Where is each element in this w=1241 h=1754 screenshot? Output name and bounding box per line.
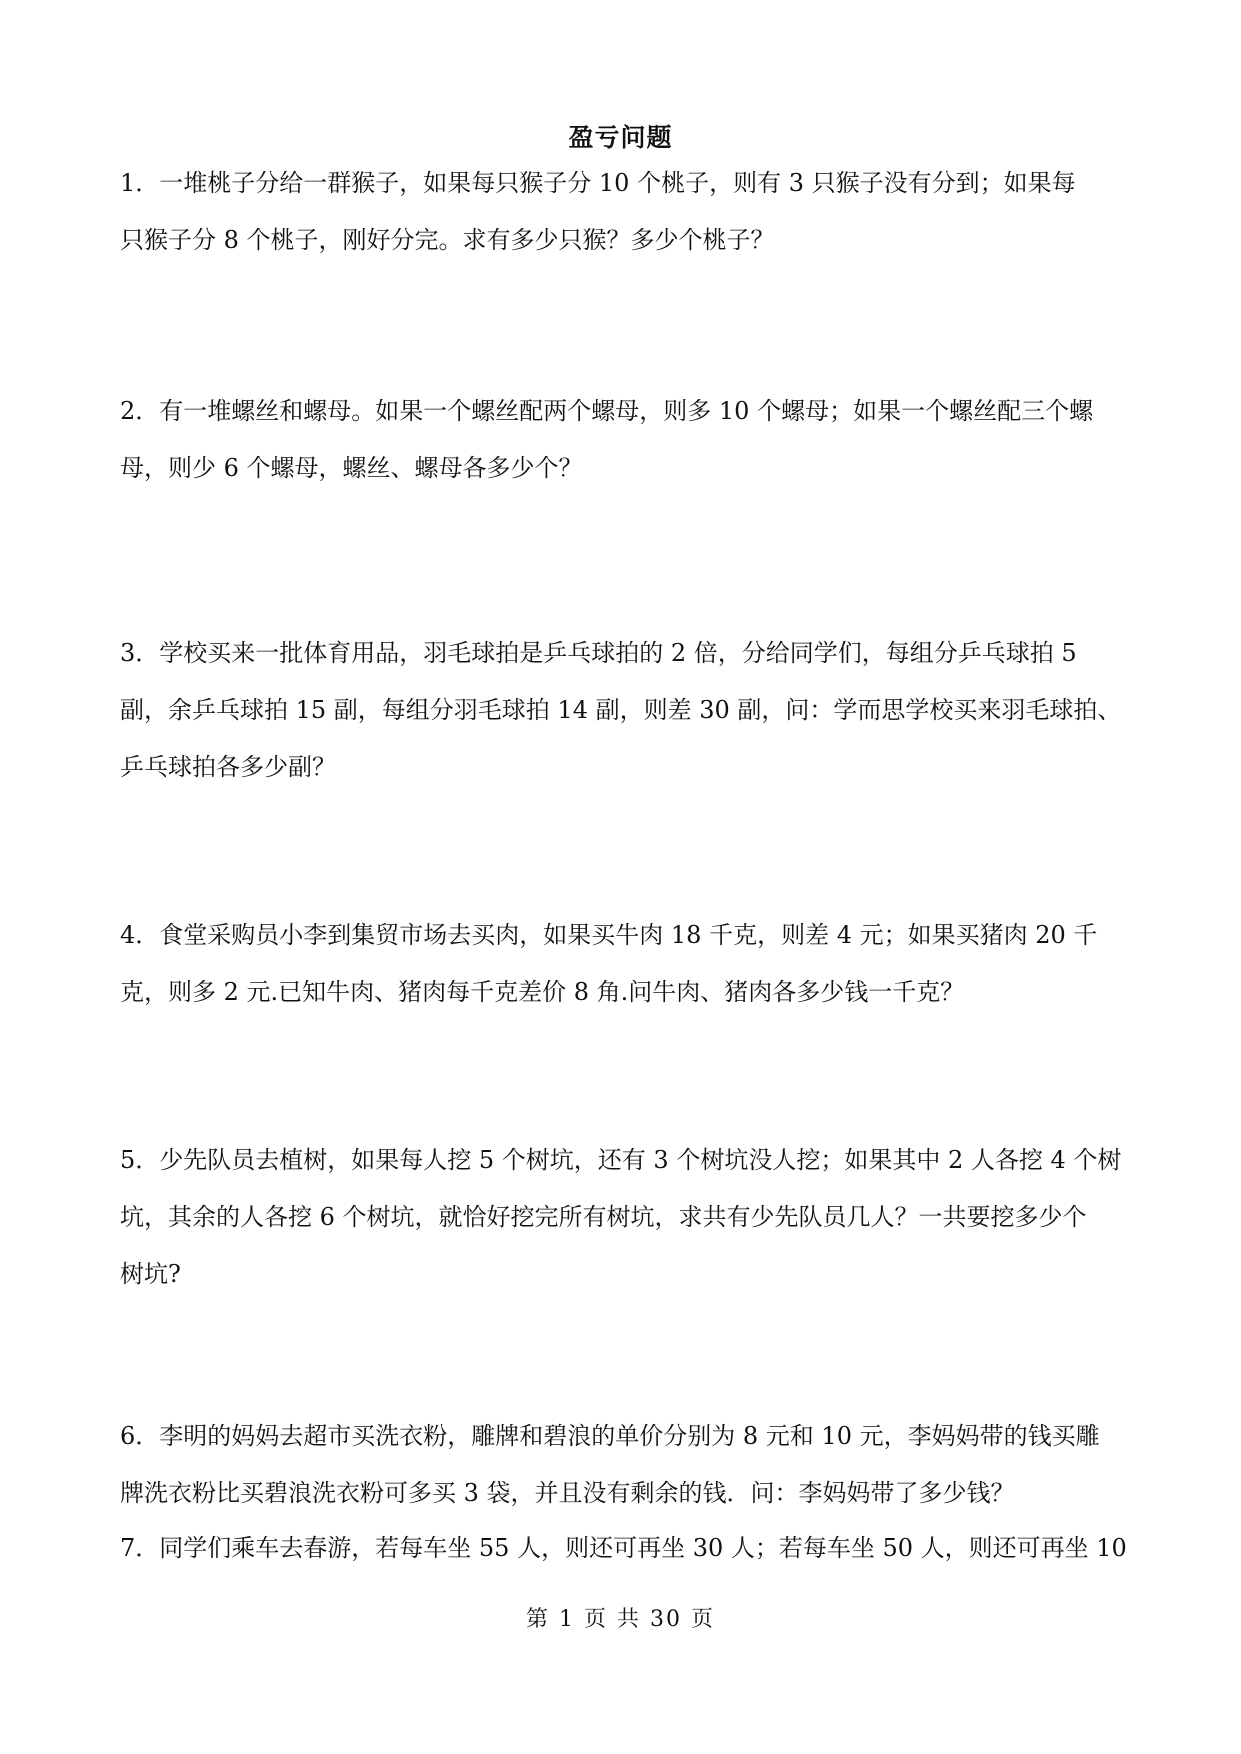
question-4 bbox=[120, 907, 1130, 1021]
question-line: 6．李明的妈妈去超市买洗衣粉，雕牌和碧浪的单价分别为 8 元和 10 元，李妈妈带的钱买雕 bbox=[120, 1422, 1100, 1450]
question-line: 1．一堆桃子分给一群猴子，如果每只猴子分 10 个桃子，则有 3 只猴子没有分到；如果每 bbox=[120, 169, 1076, 197]
question-line: 7．同学们乘车去春游，若每车坐 55 人，则还可再坐 30 人；若每车坐 50 人，则还可再坐 10 bbox=[120, 1534, 1127, 1562]
question-line: 3．学校买来一批体育用品，羽毛球拍是乒乓球拍的 2 倍，分给同学们，每组分乒乓球拍 5 bbox=[120, 639, 1077, 667]
question-line: 5．少先队员去植树，如果每人挖 5 个树坑，还有 3 个树坑没人挖；如果其中 2 人各挖 4 个树 bbox=[120, 1146, 1122, 1174]
question-3 bbox=[120, 625, 1130, 796]
question-5 bbox=[120, 1132, 1130, 1303]
page-footer: 第 1 页 共 30 页 bbox=[526, 1607, 715, 1632]
question-line: 2．有一堆螺丝和螺母。如果一个螺丝配两个螺母，则多 10 个螺母；如果一个螺丝配三个螺 bbox=[120, 397, 1094, 425]
question-1 bbox=[120, 155, 1130, 269]
question-line: 4．食堂采购员小李到集贸市场去买肉，如果买牛肉 18 千克，则差 4 元；如果买猪肉 20 千 bbox=[120, 921, 1098, 949]
question-line: 克，则多 2 元.已知牛肉、猪肉每千克差价 8 角.问牛肉、猪肉各多少钱一千克？ bbox=[120, 978, 965, 1006]
question-line: 坑，其余的人各挖 6 个树坑，就恰好挖完所有树坑，求共有少先队员几人？一共要挖多少个 bbox=[120, 1203, 1087, 1231]
question-7 bbox=[120, 1520, 1130, 1577]
question-6 bbox=[120, 1408, 1130, 1522]
question-2 bbox=[120, 383, 1130, 497]
page-title: 盈亏问题 bbox=[568, 123, 673, 152]
question-line: 树坑? bbox=[120, 1260, 181, 1288]
question-line: 乒乓球拍各多少副？ bbox=[120, 753, 336, 781]
question-line: 牌洗衣粉比买碧浪洗衣粉可多买 3 袋，并且没有剩余的钱．问：李妈妈带了多少钱？ bbox=[120, 1479, 1015, 1507]
question-line: 只猴子分 8 个桃子，刚好分完。求有多少只猴？多少个桃子？ bbox=[120, 226, 775, 254]
question-line: 母，则少 6 个螺母，螺丝、螺母各多少个？ bbox=[120, 454, 583, 482]
question-line: 副，余乒乓球拍 15 副，每组分羽毛球拍 14 副，则差 30 副，问：学而思学校买来羽毛球拍、 bbox=[120, 696, 1122, 724]
